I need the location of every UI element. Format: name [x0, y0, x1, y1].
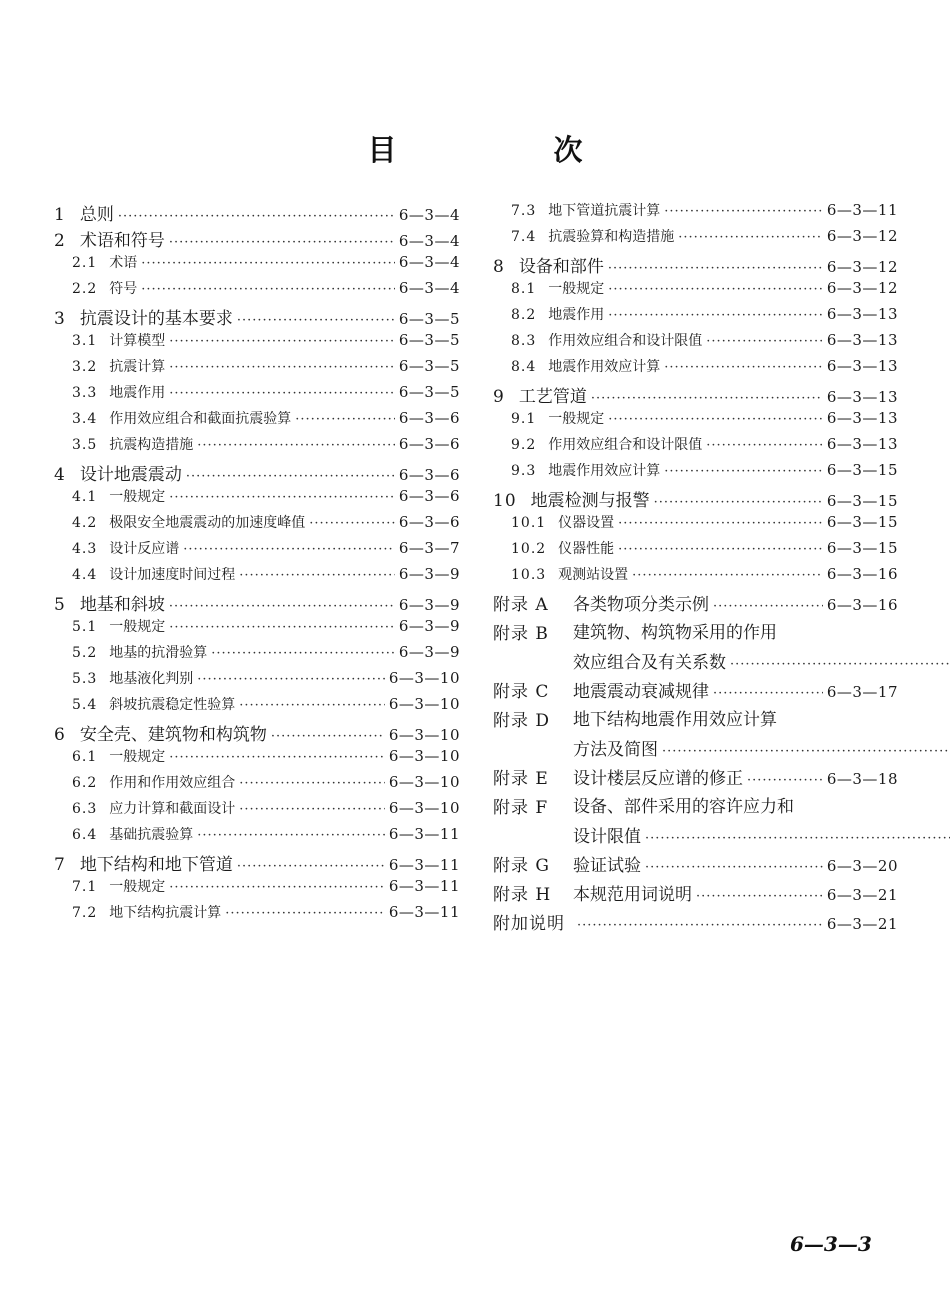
- leader-dots: [608, 308, 823, 323]
- leader-dots: [295, 412, 395, 427]
- leader-dots: [237, 859, 385, 874]
- toc-entry[interactable]: [54, 564, 460, 590]
- toc-entry-label: 一般规定: [548, 411, 605, 427]
- toc-entry-label: 地震作用: [548, 307, 605, 323]
- toc-entry[interactable]: [54, 746, 460, 772]
- toc-entry-number: 2.1: [72, 255, 98, 271]
- toc-entry-number: 1: [54, 205, 66, 225]
- toc-entry-page: 6—3—6: [398, 513, 460, 531]
- toc-entry-number: 3.5: [72, 437, 98, 453]
- toc-entry-page: 6—3—15: [826, 539, 898, 557]
- toc-entry[interactable]: [54, 642, 460, 668]
- toc-entry[interactable]: [493, 382, 898, 408]
- toc-entry-page: 6—3—10: [388, 695, 460, 713]
- toc-entry-page: 6—3—15: [826, 513, 898, 531]
- toc-entry[interactable]: [493, 460, 898, 486]
- toc-entry-page: 6—3—4: [398, 253, 460, 271]
- toc-entry[interactable]: [54, 460, 460, 486]
- toc-entry-number: 6.4: [72, 827, 98, 843]
- toc-entry-label: 地基的抗滑验算: [109, 645, 208, 661]
- leader-dots: [706, 438, 823, 453]
- leader-dots: [239, 568, 395, 583]
- leader-dots: [169, 235, 395, 250]
- toc-entry[interactable]: [493, 226, 898, 252]
- leader-dots: [118, 209, 395, 224]
- toc-entry[interactable]: [54, 668, 460, 694]
- leader-dots: [169, 490, 395, 505]
- toc-entry-number: 3.1: [72, 333, 98, 349]
- page-title: 目 次: [367, 133, 647, 167]
- toc-entry-page: 6—3—11: [388, 877, 460, 895]
- toc-entry[interactable]: [493, 851, 898, 880]
- toc-entry-number: 8.4: [511, 359, 537, 375]
- toc-entry-page: 6—3—12: [826, 279, 898, 297]
- toc-entry-label: 抗震构造措施: [109, 437, 194, 453]
- toc-entry[interactable]: [54, 798, 460, 824]
- toc-entry-page: 6—3—10: [388, 747, 460, 765]
- toc-entry[interactable]: [54, 538, 460, 564]
- toc-entry-label: 地震作用效应计算: [548, 463, 661, 479]
- toc-entry-label: 抗震设计的基本要求: [79, 309, 233, 329]
- toc-entry-number: 7.2: [72, 905, 98, 921]
- leader-dots: [211, 646, 395, 661]
- toc-entry-page: 6—3—9: [398, 643, 460, 661]
- toc-entry-number: 10.3: [511, 567, 547, 583]
- toc-entry-page: 6—3—7: [398, 539, 460, 557]
- toc-entry-number: 8.3: [511, 333, 537, 349]
- toc-entry-page: 6—3—20: [826, 857, 898, 875]
- toc-entry-label: 地下管道抗震计算: [548, 203, 661, 219]
- toc-entry[interactable]: [54, 590, 460, 616]
- toc-entry-number: 2: [54, 231, 66, 251]
- toc-entry-label-continued: 设计限值: [573, 827, 641, 847]
- toc-entry-label: 斜坡抗震稳定性验算: [109, 697, 236, 713]
- leader-dots: [664, 360, 823, 375]
- toc-entry-label: 建筑物、构筑物采用的作用: [573, 623, 777, 643]
- toc-entry-number: 5.2: [72, 645, 98, 661]
- toc-entry-number: 3.4: [72, 411, 98, 427]
- toc-entry[interactable]: [493, 764, 898, 793]
- leader-dots: [664, 204, 823, 219]
- toc-entry-label: 地震检测与报警: [530, 491, 650, 511]
- toc-entry[interactable]: [493, 252, 898, 278]
- toc-entry[interactable]: [493, 408, 898, 434]
- toc-entry-page: 6—3—17: [826, 683, 898, 701]
- toc-entry[interactable]: [54, 330, 460, 356]
- toc-entry[interactable]: [54, 772, 460, 798]
- leader-dots: [618, 542, 823, 557]
- toc-entry-number: 5.4: [72, 697, 98, 713]
- toc-entry-page: 6—3—5: [398, 357, 460, 375]
- toc-entry-number: 7.1: [72, 879, 98, 895]
- leader-dots: [169, 620, 395, 635]
- toc-entry-number: 9.3: [511, 463, 537, 479]
- toc-entry-label: 一般规定: [109, 749, 166, 765]
- leader-dots: [747, 773, 823, 788]
- toc-entry[interactable]: [493, 706, 898, 764]
- leader-dots: [654, 495, 823, 510]
- toc-entry-page: 6—3—4: [398, 279, 460, 297]
- toc-entry-label: 设备、部件采用的容许应力和: [573, 797, 794, 817]
- toc-entry-label: 验证试验: [573, 856, 641, 876]
- leader-dots: [645, 860, 823, 875]
- toc-entry-label: 一般规定: [109, 619, 166, 635]
- leader-dots: [141, 256, 395, 271]
- toc-entry-page: 6—3—4: [398, 206, 460, 224]
- toc-entry-number: 7.3: [511, 203, 537, 219]
- toc-entry-label: 地下结构地震作用效应计算: [573, 710, 777, 730]
- toc-entry[interactable]: [54, 304, 460, 330]
- toc-entry-number: 10: [493, 491, 517, 511]
- toc-entry-page: 6—3—9: [398, 565, 460, 583]
- toc-entry-label: 作用效应组合和设计限值: [548, 437, 703, 453]
- toc-entry[interactable]: [493, 538, 898, 564]
- toc-entry-page: 6—3—6: [398, 466, 460, 484]
- toc-entry-number: 3.2: [72, 359, 98, 375]
- toc-entry-number: 附录 C: [493, 682, 550, 702]
- toc-entry-number: 8.2: [511, 307, 537, 323]
- toc-entry-number: 附加说明: [493, 914, 565, 934]
- toc-entry-page: 6—3—13: [826, 409, 898, 427]
- toc-entry-label: 总则: [79, 205, 114, 225]
- toc-entry-label: 一般规定: [548, 281, 605, 297]
- leader-dots: [618, 516, 823, 531]
- leader-dots: [309, 516, 395, 531]
- toc-entry-label: 本规范用词说明: [573, 885, 692, 905]
- toc-entry-number: 9.1: [511, 411, 537, 427]
- toc-entry-page: 6—3—10: [388, 726, 460, 744]
- toc-entry-label: 地震作用: [109, 385, 166, 401]
- toc-entry-page: 6—3—15: [826, 461, 898, 479]
- toc-entry-label: 设备和部件: [518, 257, 604, 277]
- toc-entry[interactable]: [493, 304, 898, 330]
- toc-entry-label: 抗震验算和构造措施: [548, 229, 675, 245]
- toc-entry-number: 3.3: [72, 385, 98, 401]
- toc-entry-label: 地震作用效应计算: [548, 359, 661, 375]
- toc-entry-label: 设计反应谱: [109, 541, 180, 557]
- toc-entry[interactable]: [493, 512, 898, 538]
- leader-dots: [169, 880, 385, 895]
- toc-entry-label: 地下结构和地下管道: [79, 855, 233, 875]
- leader-dots: [608, 261, 823, 276]
- leader-dots: [237, 313, 395, 328]
- leader-dots: [645, 831, 950, 846]
- toc-entry-label: 设计加速度时间过程: [109, 567, 236, 583]
- toc-entry-number: 附录 H: [493, 885, 552, 905]
- toc-entry[interactable]: [54, 694, 460, 720]
- leader-dots: [608, 282, 823, 297]
- toc-entry-label: 观测站设置: [558, 567, 629, 583]
- toc-entry-label: 设计地震震动: [79, 465, 182, 485]
- toc-entry-number: 附录 B: [493, 624, 549, 644]
- toc-entry[interactable]: [54, 824, 460, 850]
- toc-entry[interactable]: [54, 876, 460, 902]
- toc-entry-number: 6: [54, 725, 66, 745]
- toc-entry-page: 6—3—11: [388, 903, 460, 921]
- toc-entry-label: 作用效应组合和设计限值: [548, 333, 703, 349]
- toc-entry[interactable]: [493, 434, 898, 460]
- toc-entry-label-continued: 效应组合及有关系数: [573, 653, 726, 673]
- toc-entry-number: 4.1: [72, 489, 98, 505]
- toc-entry-page: 6—3—5: [398, 383, 460, 401]
- toc-entry[interactable]: [493, 200, 898, 226]
- toc-entry[interactable]: [54, 226, 460, 252]
- toc-entry-page: 6—3—13: [826, 305, 898, 323]
- toc-entry-number: 2.2: [72, 281, 98, 297]
- toc-entry[interactable]: [54, 252, 460, 278]
- toc-entry[interactable]: [493, 278, 898, 304]
- toc-right-column: [493, 200, 898, 938]
- toc-entry-page: 6—3—5: [398, 331, 460, 349]
- leader-dots: [577, 918, 823, 933]
- leader-dots: [169, 386, 395, 401]
- leader-dots: [169, 360, 395, 375]
- toc-entry[interactable]: [54, 278, 460, 304]
- toc-entry-number: 9.2: [511, 437, 537, 453]
- toc-entry-label: 抗震计算: [109, 359, 166, 375]
- toc-entry-page: 6—3—16: [826, 596, 898, 614]
- toc-entry-page: 6—3—11: [388, 856, 460, 874]
- toc-entry-page: 6—3—12: [826, 258, 898, 276]
- leader-dots: [141, 282, 395, 297]
- toc-left-column: [54, 200, 460, 928]
- toc-entry-label-continued: 方法及简图: [573, 740, 658, 760]
- toc-entry-number: 6.1: [72, 749, 98, 765]
- toc-entry-number: 6.3: [72, 801, 98, 817]
- leader-dots: [713, 686, 823, 701]
- toc-entry[interactable]: [493, 793, 898, 851]
- toc-entry[interactable]: [54, 902, 460, 928]
- toc-entry-page: 6—3—6: [398, 435, 460, 453]
- toc-entry-label: 作用效应组合和截面抗震验算: [109, 411, 292, 427]
- toc-entry-number: 7.4: [511, 229, 537, 245]
- toc-entry-page: 6—3—12: [826, 227, 898, 245]
- leader-dots: [239, 698, 385, 713]
- toc-entry[interactable]: [493, 564, 898, 590]
- toc-entry[interactable]: [54, 720, 460, 746]
- toc-entry-page: 6—3—16: [826, 565, 898, 583]
- toc-entry-page: 6—3—6: [398, 487, 460, 505]
- leader-dots: [271, 729, 385, 744]
- toc-entry-page: 6—3—15: [826, 492, 898, 510]
- toc-entry[interactable]: [493, 330, 898, 356]
- toc-entry-page: 6—3—5: [398, 310, 460, 328]
- toc-entry[interactable]: [54, 356, 460, 382]
- toc-entry-number: 10.2: [511, 541, 547, 557]
- toc-entry-label: 地基和斜坡: [79, 595, 165, 615]
- toc-entry[interactable]: [493, 619, 898, 677]
- toc-entry-number: 7: [54, 855, 66, 875]
- leader-dots: [591, 391, 823, 406]
- leader-dots: [664, 464, 823, 479]
- toc-entry-label: 一般规定: [109, 489, 166, 505]
- toc-entry-page: 6—3—10: [388, 799, 460, 817]
- toc-entry-page: 6—3—13: [826, 388, 898, 406]
- toc-entry-label: 作用和作用效应组合: [109, 775, 236, 791]
- toc-entry-label: 安全壳、建筑物和构筑物: [79, 725, 267, 745]
- toc-entry[interactable]: [54, 382, 460, 408]
- toc-entry-label: 工艺管道: [518, 387, 587, 407]
- toc-entry-number: 3: [54, 309, 66, 329]
- toc-entry[interactable]: [54, 512, 460, 538]
- toc-entry-number: 10.1: [511, 515, 547, 531]
- toc-entry[interactable]: [54, 616, 460, 642]
- toc-entry-page: 6—3—21: [826, 915, 898, 933]
- toc-entry-page: 6—3—11: [826, 201, 898, 219]
- toc-entry-number: 9: [493, 387, 505, 407]
- toc-entry-page: 6—3—13: [826, 357, 898, 375]
- leader-dots: [632, 568, 823, 583]
- toc-entry-label: 术语: [109, 255, 138, 271]
- toc-entry[interactable]: [493, 590, 898, 619]
- toc-entry[interactable]: [54, 408, 460, 434]
- toc-entry-label: 应力计算和截面设计: [109, 801, 236, 817]
- toc-entry[interactable]: [493, 880, 898, 909]
- toc-entry-label: 地下结构抗震计算: [109, 905, 222, 921]
- leader-dots: [696, 889, 823, 904]
- toc-entry-label: 计算模型: [109, 333, 166, 349]
- leader-dots: [730, 657, 950, 672]
- toc-entry-number: 4.3: [72, 541, 98, 557]
- toc-entry[interactable]: [493, 356, 898, 382]
- leader-dots: [608, 412, 823, 427]
- toc-entry[interactable]: [54, 850, 460, 876]
- toc-entry[interactable]: [54, 200, 460, 226]
- leader-dots: [197, 828, 385, 843]
- toc-entry-page: 6—3—10: [388, 669, 460, 687]
- toc-entry-number: 4.4: [72, 567, 98, 583]
- toc-entry-number: 5.3: [72, 671, 98, 687]
- leader-dots: [662, 744, 950, 759]
- toc-entry-page: 6—3—13: [826, 331, 898, 349]
- leader-dots: [183, 542, 395, 557]
- toc-entry[interactable]: [493, 677, 898, 706]
- toc-entry-label: 地震震动衰减规律: [573, 682, 709, 702]
- toc-entry[interactable]: [54, 486, 460, 512]
- toc-entry-page: 6—3—6: [398, 409, 460, 427]
- toc-entry-number: 附录 F: [493, 798, 549, 818]
- toc-entry-label: 符号: [109, 281, 138, 297]
- toc-entry-label: 仪器性能: [558, 541, 615, 557]
- leader-dots: [678, 230, 823, 245]
- leader-dots: [169, 334, 395, 349]
- toc-entry-page: 6—3—11: [388, 825, 460, 843]
- toc-entry-page: 6—3—4: [398, 232, 460, 250]
- leader-dots: [713, 599, 823, 614]
- toc-entry-label: 各类物项分类示例: [573, 595, 709, 615]
- toc-entry-number: 5: [54, 595, 66, 615]
- toc-entry-number: 8: [493, 257, 505, 277]
- leader-dots: [239, 776, 385, 791]
- toc-entry-label: 设计楼层反应谱的修正: [573, 769, 743, 789]
- toc-entry-number: 4.2: [72, 515, 98, 531]
- toc-entry-label: 一般规定: [109, 879, 166, 895]
- toc-entry-number: 4: [54, 465, 66, 485]
- leader-dots: [169, 599, 395, 614]
- leader-dots: [169, 750, 385, 765]
- toc-entry-label: 极限安全地震震动的加速度峰值: [109, 515, 306, 531]
- toc-entry[interactable]: [493, 909, 898, 938]
- toc-entry-page: 6—3—9: [398, 617, 460, 635]
- leader-dots: [239, 802, 385, 817]
- toc-entry-number: 附录 G: [493, 856, 550, 876]
- toc-entry-page: 6—3—21: [826, 886, 898, 904]
- toc-entry-label: 基础抗震验算: [109, 827, 194, 843]
- toc-entry-page: 6—3—10: [388, 773, 460, 791]
- toc-entry-label: 仪器设置: [558, 515, 615, 531]
- toc-entry-number: 8.1: [511, 281, 537, 297]
- toc-entry[interactable]: [493, 486, 898, 512]
- toc-entry-number: 附录 A: [493, 595, 549, 615]
- toc-entry-number: 附录 D: [493, 711, 551, 731]
- leader-dots: [197, 438, 395, 453]
- leader-dots: [706, 334, 823, 349]
- leader-dots: [197, 672, 385, 687]
- toc-entry-number: 5.1: [72, 619, 98, 635]
- toc-entry-page: 6—3—9: [398, 596, 460, 614]
- page-number: 6—3—3: [790, 1232, 872, 1256]
- toc-entry-page: 6—3—18: [826, 770, 898, 788]
- toc-entry[interactable]: [54, 434, 460, 460]
- toc-entry-label: 术语和符号: [79, 231, 165, 251]
- toc-entry-number: 附录 E: [493, 769, 549, 789]
- toc-entry-label: 地基液化判别: [109, 671, 194, 687]
- toc-entry-page: 6—3—13: [826, 435, 898, 453]
- leader-dots: [186, 469, 395, 484]
- toc-entry-number: 6.2: [72, 775, 98, 791]
- leader-dots: [225, 906, 385, 921]
